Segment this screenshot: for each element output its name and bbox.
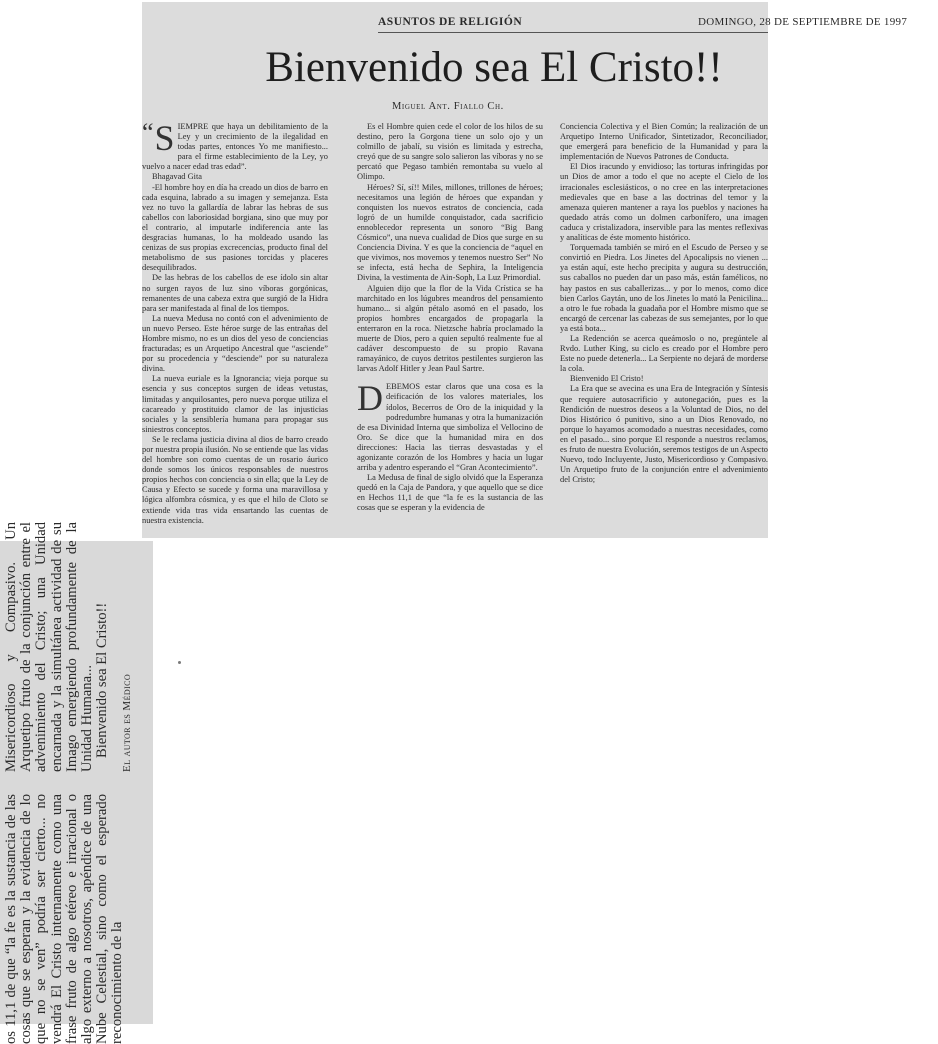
- paragraph: [142, 118, 328, 172]
- scan-speck: [178, 661, 181, 664]
- paragraph: La Era que se avecina es una Era de Integración y Síntesis que requiere autosacrificio y autonegación, pues es la Rendición de nuestros deseos a la Voluntad de Dios, no del Dios Histórico ó punitivo, sino a un Dios Renovado, no porque lo hayamos acomodado a nuestras necesidades, como en el pasado... sino porque El responde a nuestros reclamos, es fruto de nuestra Evolución, seremos testigos de un Aspecto Nuevo, todo Incluyente, Justo, Misericordioso y Compasivo. Un Arquetipo fruto de la conjunción entre el advenimiento del Cristo;: [560, 384, 768, 485]
- paragraph: Misericordioso y Compasivo. Un Arquetipo fruto de la conjunción entre el advenimiento del Cristo; una Unidad encarnada y la simultánea actividad de su Imago emergiendo profundamente de la Unidad Humana...: [3, 522, 96, 772]
- drop-cap: D: [357, 378, 383, 419]
- article-column-1: [142, 118, 328, 542]
- paragraph: Héroes? Sí, sí!! Miles, millones, trillones de héroes; necesitamos una legión de héroes que expandan y conquisten los nuevos estratos de conciencia, cada logró de un humilde conquistador, cada sacrificio ennoblecedor representa un sonoro “Big Bang Cósmico”, una nueva cualidad de Dios que surge en su Conciencia Divina. Y es que la conciencia de “aquel en que vivimos, nos movemos y tenemos nuestro Ser” No se infecta, está hecha de Sephira, la Inteligencia Divina, la vestimenta de Ain-Soph, La Luz Primordial.: [357, 182, 543, 283]
- paragraph: Es el Hombre quien cede el color de los hilos de su destino, pero la Gorgona tiene un solo ojo y un colmillo de jabalí, su visión es limitada y estrecha, creyó que de su sangre solo salieron las víboras y no se percató que Pegaso también remontaba su vuelo al Olimpo.: [357, 122, 543, 182]
- paragraph: El Dios iracundo y envidioso; las torturas infringidas por un Dios de amor a todo el que no acepte el Cielo de los irracionales esclesiásticos, o no cree en las interpretaciones medievales que en base a las doctrinas del temor y la amenaza quieren mantener a raya los pueblos y naciones ha quedado atrás como un dolmen carbonífero, una imagen caduca y cristalizadora, inservible para las mentes reflexivas y analíticas de éste momento histórico.: [560, 162, 768, 243]
- continuation-column-left: [4, 794, 152, 1044]
- continuation-clipping: [0, 522, 153, 1044]
- paragraph: La Medusa de final de siglo olvidó que la Esperanza quedó en la Caja de Pandora, y que aquello que se dice en Hechos 11,1 de que “la fe es la sustancia de las cosas que se esperan y la evidencia de: [357, 473, 543, 513]
- paragraph: Conciencia Colectiva y el Bien Común; la realización de un Arquetipo Interno Unificador, Sintetizador, Reconciliador, que emergerá para beneficio de la Humanidad y para la implementación de Nuevos Patrones de Conducta.: [560, 122, 768, 162]
- author-signature: El autor es Médico: [121, 673, 134, 772]
- rotated-content: [0, 522, 153, 1044]
- drop-cap: S: [154, 118, 175, 158]
- paragraph-text: IEMPRE que haya un debilitamiento de la Ley y un crecimiento de la ilegalidad en todas partes, entonces Yo me manifiesto... para el firme establecimiento de la Ley, yo vuelvo a nacer edad tras edad”.: [142, 122, 328, 172]
- article-column-3: [560, 122, 768, 542]
- header-rule: [378, 32, 768, 33]
- paragraph: Torquemada también se miró en el Escudo de Perseo y se convirtió en Piedra. Los Jinetes del Apocalipsis no vienen ... ya están aquí, este hecho precipita y augura su destrucción, sus caballos no pueden dar un paso más, están famélicos, no hay pastos en sus caballerizas... y por lo menos, como dice bien Carlos Gaytán, uno de los Jinetes lo mató la Penicilina... a otro le fue robada la guadaña por el Hombre mismo que se encargó de cercenar las cabezas de sus semejantes, por lo que ya está bota...: [560, 243, 768, 333]
- closing-line: Bienvenido sea El Cristo!!: [94, 602, 111, 758]
- paragraph: De las hebras de los cabellos de ese ídolo sin altar no surgen rayos de luz sino víboras gorgónicas, remanentes de una cabeza extra que surgió de la Hidra para ser manifestada al final de los tiempos.: [142, 273, 328, 313]
- publication-date: DOMINGO, 28 DE SEPTIEMBRE DE 1997: [698, 16, 908, 28]
- paragraph: -El hombre hoy en día ha creado un dios de barro en cada esquina, labrado a su imagen y semejanza. Esta vez no tuvo la gallardía de labrar las hebras de sus cabellos con laboriosidad borgiana, sino que muy por el contrario, al imputarle indiferencia ante las desgracias humanas, lo ha moldeado usando las cenizas de sus propias excrecencias, producto final del metabolismo de sus pasiones torcidas y placeres desequilibrados.: [142, 182, 328, 273]
- paragraph: os 11,1 de que “la fe es la sustancia de las cosas que se esperan y la evidencia de lo que no se ven” podría ser cierto... no vendrá El Cristo internamente como una frase fruto de algo etéreo e irracional o algo externo a nosotros, apéndice de una Nube Celestial, sino como el esperado reconocimiento de la: [3, 794, 126, 1044]
- paragraph: Alguien dijo que la flor de la Vida Crística se ha marchitado en los lúgubres meandros del pensamiento humano... si algún pétalo asomó en el pasado, los propios hombres encargados de propagarla la enterraron en la roca. Nietzsche habría proclamado la muerte de Dios, pero a quien sepultó realmente fue al cadáver descompuesto de su propio Ravana ramayánico, de cuyos detritos pestilentes surgieron las larvas Adolf Hitler y Jean Paul Sartre.: [357, 283, 543, 374]
- article-title: Bienvenido sea El Cristo!!: [265, 44, 723, 91]
- paragraph: La Redención se acerca queámoslo o no, pregúntele al Rvdo. Luther King, su ciclo es creado por el Hombre pero Este no puede detenerla... La Serpiente no dejará de morderse la cola.: [560, 333, 768, 374]
- paragraph: La nueva euriale es la Ignorancia; vieja porque su esencia y sus conceptos surgen de ideas vetustas, limitadas y anquilosantes, pero nueva porque utiliza el cacareado y prostituido clamor de las injusticias sociales y la sensiblería humana para propagar sus siniestros conceptos.: [142, 374, 328, 434]
- article-clipping: [142, 2, 908, 538]
- paragraph: Se le reclama justicia divina al dios de barro creado por nuestra propia ilusión. No se entiende que las vidas del hombre son como cuentas de un rosario áurico donde somos los únicos responsables de nuestros propios hechos con conciencia o sin ella; que la Ley de Causa y Efecto se sucede y forma una maravillosa y lógica alfombra cósmica, y es que el hilo de Cloto se extiende vida tras vida ensartando las cuentas de nuestra existencia.: [142, 434, 328, 525]
- paragraph: La nueva Medusa no contó con el advenimiento de un nuevo Perseo. Este héroe surge de las entrañas del Hombre mismo, no es un dios del yeso de conciencias fracturadas; es un Arquetipo Ancestral que “asciende” por su procedencia y “desciende” por su naturaleza divina.: [142, 313, 328, 374]
- article-column-2: [357, 122, 543, 542]
- paragraph: [357, 378, 543, 473]
- opening-quote-mark: “: [142, 118, 154, 147]
- article-byline: Miguel Ant. Fiallo Ch.: [392, 101, 504, 112]
- section-label: ASUNTOS DE RELIGIÓN: [378, 16, 523, 28]
- continuation-column-right: [4, 522, 152, 772]
- paragraph-text: EBEMOS estar claros que una cosa es la deificación de los valores materiales, los ídolos, Becerros de Oro de la iniquidad y la podredumbre humanas y otra la humanización de esa Divinidad Interna que simboliza el Vellocino de Oro. Se dice que la humanidad mira en dos direcciones: Hacia las tierras desvastadas y el agonizante corazón de los Hombres y hacia un lugar arriba y adentro esperando el “Gran Acontecimiento”.: [357, 382, 543, 473]
- paragraph: Bienvenido El Cristo!: [570, 374, 644, 384]
- paragraph: Bhagavad Gita: [152, 172, 203, 182]
- page-header: [378, 14, 938, 32]
